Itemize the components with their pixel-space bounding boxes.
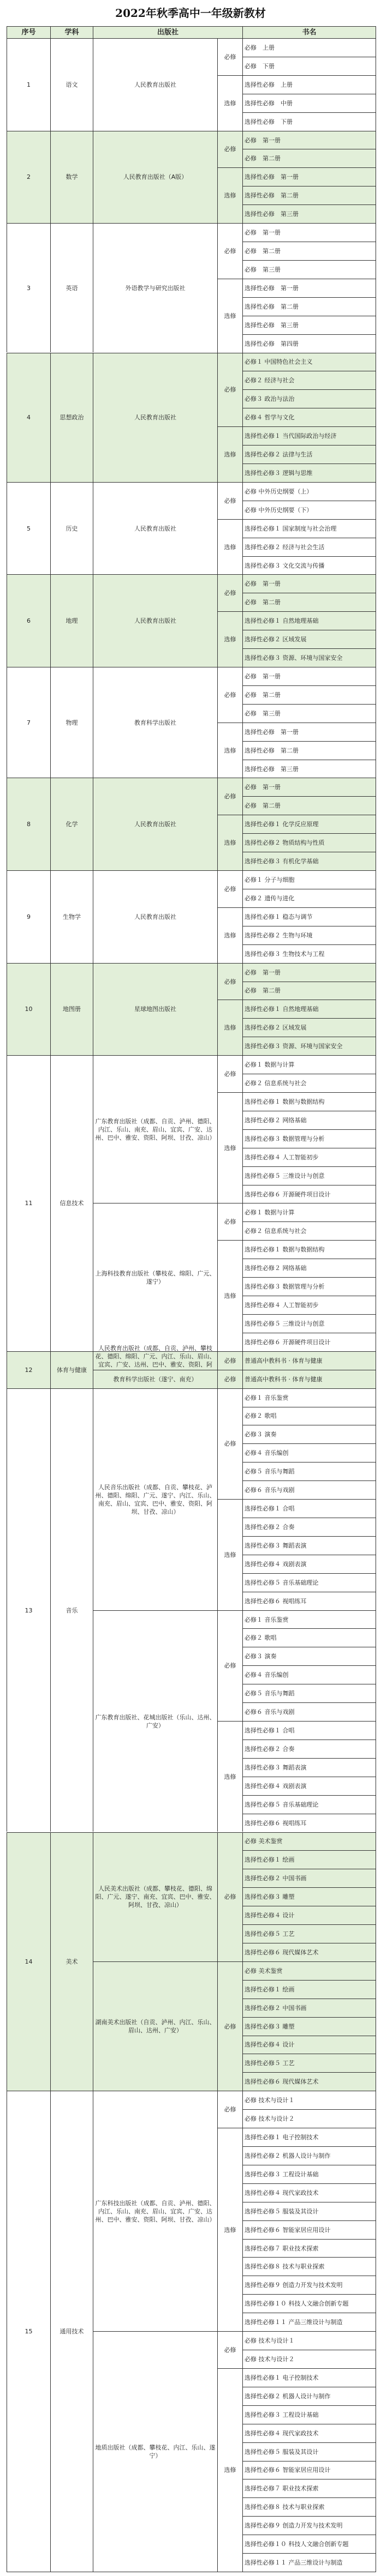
book-title: 选择性必修３ 文化交流与传播 xyxy=(242,556,376,575)
book-title: 选择性必修３ 舞蹈表演 xyxy=(242,1536,376,1555)
publisher: 人民教育出版社 xyxy=(93,353,217,482)
book-title: 选择性必修６ 视唱练耳 xyxy=(242,1592,376,1610)
subject-number: 3 xyxy=(7,223,50,352)
book-title: 选择性必修１ 电子控制技术 xyxy=(242,2128,376,2146)
course-type: 必修 xyxy=(217,223,242,279)
subject-name: 地理 xyxy=(50,574,93,667)
book-title: 选择性必修２ 网络基础 xyxy=(242,1111,376,1129)
book-title: 必修２ 信息系统与社会 xyxy=(242,1221,376,1240)
book-title: 必修 第二册 xyxy=(242,593,376,611)
book-title: 选择性必修１０ 科技人文融合创新专题 xyxy=(242,2535,376,2553)
course-type: 选修 xyxy=(217,426,242,482)
course-type: 必修 xyxy=(217,667,242,723)
course-type: 必修 xyxy=(217,38,242,75)
book-title: 选择性必修２ 机器人设计与制作 xyxy=(242,2146,376,2165)
book-title: 选择性必修５ 三维设计与创意 xyxy=(242,1166,376,1185)
book-title: 选择性必修３ 逻辑与思维 xyxy=(242,464,376,482)
subject-name: 信息技术 xyxy=(50,1055,93,1351)
book-title: 选择性必修１ 化学反应原理 xyxy=(242,815,376,833)
page-title: 2022年秋季高中一年级新教材 xyxy=(115,7,266,20)
course-type: 必修 xyxy=(217,1961,242,2091)
subject-number: 13 xyxy=(7,1388,50,1832)
subject-number: 6 xyxy=(7,574,50,667)
book-title: 选择性必修 第一册 xyxy=(242,279,376,297)
book-title: 必修 第一册 xyxy=(242,131,376,149)
course-type: 必修 xyxy=(217,353,242,427)
book-title: 必修 第一册 xyxy=(242,963,376,982)
course-type: 必修 xyxy=(217,1055,242,1092)
course-type: 必修 xyxy=(217,1370,242,1388)
subject-name: 思想政治 xyxy=(50,353,93,482)
book-title: 选择性必修 上册 xyxy=(242,75,376,94)
book-title: 选择性必修２ 中国书画 xyxy=(242,1999,376,2017)
book-title: 必修 中外历史纲要（上） xyxy=(242,482,376,501)
book-title: 选择性必修６ 智能家居应用设计 xyxy=(242,2461,376,2479)
book-title: 选择性必修１１ 产品三维设计与制造 xyxy=(242,2313,376,2331)
book-title: 选择性必修２ 中国书画 xyxy=(242,1869,376,1887)
publisher: 人民教育出版社（A版） xyxy=(93,131,217,224)
course-type: 必修 xyxy=(217,1832,242,1961)
book-title: 选择性必修３ 生物技术与工程 xyxy=(242,944,376,963)
course-type: 选修 xyxy=(217,1721,242,1832)
publisher: 广东科技出版社（成都、自贡、泸州、德阳、内江、乐山、南充、眉山、宜宾、广安、达州、巴中、雅安、资阳、阿坝、甘孜、凉山） xyxy=(93,2091,217,2331)
book-title: 选择性必修１ 合唱 xyxy=(242,1721,376,1740)
book-title: 选择性必修３ 工程设计基础 xyxy=(242,2405,376,2424)
book-title: 选择性必修５ 工艺 xyxy=(242,2054,376,2072)
book-title: 必修 第一册 xyxy=(242,778,376,796)
publisher: 教育科学出版社 xyxy=(93,667,217,778)
book-title: 选择性必修３ 工程设计基础 xyxy=(242,2165,376,2183)
subject-name: 音乐 xyxy=(50,1388,93,1832)
book-title: 选择性必修５ 工艺 xyxy=(242,1924,376,1943)
book-title: 必修 第二册 xyxy=(242,982,376,1000)
subject-name: 地图册 xyxy=(50,963,93,1056)
book-title: 选择性必修５ 服装及其设计 xyxy=(242,2442,376,2461)
book-title: 必修 美术鉴赏 xyxy=(242,1832,376,1851)
book-title: 选择性必修６ 视唱练耳 xyxy=(242,1814,376,1832)
book-title: 选择性必修１ 国家制度与社会治理 xyxy=(242,519,376,538)
book-title: 必修５ 音乐与舞蹈 xyxy=(242,1462,376,1480)
book-title: 选择性必修２ 合奏 xyxy=(242,1740,376,1758)
book-title: 选择性必修３ 资源、环境与国家安全 xyxy=(242,648,376,667)
book-title: 普通高中教科书 · 体育与健康 xyxy=(242,1370,376,1388)
book-title: 选择性必修２ 法律与生活 xyxy=(242,445,376,464)
subject-number: 10 xyxy=(7,963,50,1056)
subject-number: 9 xyxy=(7,870,50,963)
book-title: 选择性必修 第三册 xyxy=(242,316,376,334)
book-title: 必修２ 歌唱 xyxy=(242,1407,376,1425)
subject-number: 12 xyxy=(7,1351,50,1388)
course-type: 必修 xyxy=(217,1351,242,1370)
subject-name: 语文 xyxy=(50,38,93,131)
publisher: 人民教育出版社 xyxy=(93,574,217,667)
book-title: 选择性必修 第二册 xyxy=(242,741,376,760)
book-title: 选择性必修２ 机器人设计与制作 xyxy=(242,2387,376,2405)
subject-name: 物理 xyxy=(50,667,93,778)
course-type: 选修 xyxy=(217,1240,242,1351)
publisher: 人民教育出版社 xyxy=(93,482,217,575)
book-title: 选择性必修３ 有机化学基础 xyxy=(242,852,376,870)
book-title: 选择性必修 第四册 xyxy=(242,334,376,353)
publisher: 人民教育出版社 xyxy=(93,870,217,963)
publisher: 广东教育出版社（成都、自贡、泸州、德阳、内江、乐山、南充、眉山、宜宾、广安、达州、巴中、雅安、资阳、阿坝、甘孜、凉山） xyxy=(93,1055,217,1203)
course-type: 选修 xyxy=(217,75,242,131)
course-type: 必修 xyxy=(217,574,242,611)
subject-number: 14 xyxy=(7,1832,50,2091)
book-title: 选择性必修５ 服装及其设计 xyxy=(242,2202,376,2220)
book-title: 选择性必修９ 创造力开发与技术发明 xyxy=(242,2516,376,2535)
subject-number: 5 xyxy=(7,482,50,575)
book-title: 必修 第三册 xyxy=(242,260,376,279)
book-title: 必修５ 音乐与舞蹈 xyxy=(242,1684,376,1702)
book-title: 选择性必修７ 职业技术探索 xyxy=(242,2479,376,2497)
book-title: 必修１ 数据与计算 xyxy=(242,1055,376,1074)
course-type: 选修 xyxy=(217,2368,242,2572)
book-title: 选择性必修８ 技术与职业探索 xyxy=(242,2497,376,2516)
book-title: 选择性必修６ 智能家居应用设计 xyxy=(242,2220,376,2239)
course-type: 选修 xyxy=(217,815,242,870)
course-type: 选修 xyxy=(217,1092,242,1203)
publisher: 湖南美术出版社（自贡、泸州、内江、乐山、眉山、达州、广安） xyxy=(93,1961,217,2091)
book-title: 选择性必修５ 三维设计与创意 xyxy=(242,1314,376,1333)
book-title: 必修 技术与设计１ xyxy=(242,2091,376,2109)
book-title: 选择性必修１１ 产品三维设计与制造 xyxy=(242,2553,376,2572)
publisher: 广东教育出版社、花城出版社（乐山、达州、广安） xyxy=(93,1610,217,1832)
course-type: 必修 xyxy=(217,2331,242,2368)
course-type: 选修 xyxy=(217,2128,242,2331)
course-type: 选修 xyxy=(217,907,242,963)
course-type: 必修 xyxy=(217,2091,242,2128)
book-title: 必修３ 政治与法治 xyxy=(242,389,376,408)
subject-name: 数学 xyxy=(50,131,93,224)
book-title: 选择性必修 第三册 xyxy=(242,204,376,223)
book-title: 必修 技术与设计２ xyxy=(242,2350,376,2368)
book-title: 选择性必修 中册 xyxy=(242,94,376,112)
book-title: 选择性必修１ 稳态与调节 xyxy=(242,907,376,926)
book-title: 选择性必修２ 网络基础 xyxy=(242,1259,376,1277)
book-title: 选择性必修 第三册 xyxy=(242,760,376,778)
subject-name: 历史 xyxy=(50,482,93,575)
subject-number: 2 xyxy=(7,131,50,224)
header-no: 序号 xyxy=(7,26,50,38)
book-title: 必修 第一册 xyxy=(242,223,376,242)
book-title: 选择性必修２ 区域发展 xyxy=(242,1018,376,1037)
book-title: 选择性必修４ 戏剧表演 xyxy=(242,1555,376,1573)
course-type: 必修 xyxy=(217,1388,242,1499)
subject-number: 11 xyxy=(7,1055,50,1351)
book-title: 选择性必修７ 职业技术探索 xyxy=(242,2239,376,2258)
course-type: 选修 xyxy=(217,1499,242,1610)
publisher: 人民美术出版社（成都、攀枝花、德阳、绵阳、广元、遂宁、南充、宜宾、巴中、雅安、阿坝、甘孜、凉山） xyxy=(93,1832,217,1961)
book-title: 选择性必修 第一册 xyxy=(242,723,376,741)
book-title: 必修 技术与设计２ xyxy=(242,2109,376,2128)
book-title: 必修２ 遗传与进化 xyxy=(242,889,376,907)
book-title: 必修２ 歌唱 xyxy=(242,1628,376,1647)
subject-number: 8 xyxy=(7,778,50,870)
subject-name: 英语 xyxy=(50,223,93,352)
book-title: 选择性必修１ 绘画 xyxy=(242,1850,376,1869)
course-type: 必修 xyxy=(217,1610,242,1721)
publisher: 花、德阳、绵阳、广元、内江、乐山、眉山、宜宾、广安、达州、巴中、雅安、资阳、阿 xyxy=(93,1351,217,1370)
book-title: 必修１ 中国特色社会主义 xyxy=(242,353,376,371)
book-title: 必修１ 音乐鉴赏 xyxy=(242,1388,376,1407)
course-type: 选修 xyxy=(217,611,242,667)
book-title: 选择性必修６ 现代媒体艺术 xyxy=(242,1943,376,1961)
subject-name: 体育与健康 xyxy=(50,1351,93,1388)
subject-number: 4 xyxy=(7,353,50,482)
book-title: 选择性必修１ 数据与数据结构 xyxy=(242,1240,376,1259)
book-title: 必修 第二册 xyxy=(242,796,376,815)
book-title: 选择性必修４ 人工智能初步 xyxy=(242,1148,376,1166)
book-title: 选择性必修９ 创造力开发与技术发明 xyxy=(242,2276,376,2294)
book-title: 选择性必修４ 人工智能初步 xyxy=(242,1296,376,1314)
course-type: 选修 xyxy=(217,167,242,223)
book-title: 选择性必修４ 现代家政技术 xyxy=(242,2424,376,2442)
subject-name: 通用技术 xyxy=(50,2091,93,2572)
course-type: 选修 xyxy=(217,279,242,353)
course-type: 必修 xyxy=(217,870,242,907)
publisher: 地质出版社（成都、攀枝花、内江、乐山、遂宁） xyxy=(93,2331,217,2572)
book-title: 必修１ 音乐鉴赏 xyxy=(242,1610,376,1629)
subject-name: 美术 xyxy=(50,1832,93,2091)
book-title: 选择性必修３ 雕塑 xyxy=(242,2017,376,2036)
book-title: 必修３ 演奏 xyxy=(242,1425,376,1443)
subject-name: 化学 xyxy=(50,778,93,870)
book-title: 选择性必修４ 设计 xyxy=(242,1906,376,1924)
book-title: 选择性必修 第一册 xyxy=(242,167,376,186)
book-title: 必修４ 音乐编创 xyxy=(242,1665,376,1684)
book-title: 选择性必修１ 自然地理基础 xyxy=(242,1000,376,1018)
book-title: 选择性必修４ 现代家政技术 xyxy=(242,2183,376,2202)
book-title: 选择性必修６ 开源硬件项目设计 xyxy=(242,1185,376,1203)
book-title: 选择性必修３ 资源、环境与国家安全 xyxy=(242,1037,376,1055)
book-title: 选择性必修２ 合奏 xyxy=(242,1518,376,1536)
book-title: 必修 技术与设计１ xyxy=(242,2331,376,2350)
header-book: 书名 xyxy=(242,26,376,38)
book-title: 选择性必修２ 物质结构与性质 xyxy=(242,833,376,852)
book-title: 选择性必修１ 绘画 xyxy=(242,1980,376,1999)
book-title: 必修２ 信息系统与社会 xyxy=(242,1074,376,1092)
book-title: 必修４ 音乐编创 xyxy=(242,1443,376,1462)
header-subject: 学科 xyxy=(50,26,93,38)
book-title: 选择性必修３ 雕塑 xyxy=(242,1887,376,1906)
book-title: 必修６ 音乐与戏剧 xyxy=(242,1702,376,1721)
book-title: 必修 第二册 xyxy=(242,685,376,704)
book-title: 必修３ 演奏 xyxy=(242,1647,376,1665)
book-title: 选择性必修１ 当代国际政治与经济 xyxy=(242,426,376,445)
book-title: 必修１ 分子与细胞 xyxy=(242,870,376,889)
book-title: 选择性必修８ 技术与职业探索 xyxy=(242,2257,376,2276)
publisher: 外语教学与研究出版社 xyxy=(93,223,217,352)
subject-name: 生物学 xyxy=(50,870,93,963)
book-title: 选择性必修３ 舞蹈表演 xyxy=(242,1758,376,1777)
course-type: 选修 xyxy=(217,519,242,575)
book-title: 必修 第三册 xyxy=(242,704,376,723)
subject-number: 7 xyxy=(7,667,50,778)
book-title: 必修 下册 xyxy=(242,57,376,75)
publisher: 上海科技教育出版社（攀枝花、绵阳、广元、遂宁） xyxy=(93,1203,217,1351)
publisher: 人民音乐出版社（成都、自贡、攀枝花、泸州、德阳、绵阳、广元、遂宁、内江、乐山、南充、眉山、宜宾、巴中、雅安、资阳、阿坝、甘孜、凉山） xyxy=(93,1388,217,1610)
book-title: 选择性必修１ 数据与数据结构 xyxy=(242,1092,376,1111)
book-title: 选择性必修４ 戏剧表演 xyxy=(242,1777,376,1795)
book-title: 必修 第一册 xyxy=(242,574,376,593)
book-title: 必修２ 经济与社会 xyxy=(242,371,376,389)
course-type: 必修 xyxy=(217,778,242,815)
book-title: 选择性必修３ 数据管理与分析 xyxy=(242,1129,376,1148)
book-title: 选择性必修２ 区域发展 xyxy=(242,630,376,648)
book-title: 必修 美术鉴赏 xyxy=(242,1961,376,1980)
book-title: 选择性必修６ 开源硬件项目设计 xyxy=(242,1333,376,1351)
subject-number: 15 xyxy=(7,2091,50,2572)
book-title: 选择性必修２ 经济与社会生活 xyxy=(242,538,376,556)
book-title: 必修１ 数据与计算 xyxy=(242,1203,376,1221)
book-title: 选择性必修３ 数据管理与分析 xyxy=(242,1277,376,1296)
course-type: 选修 xyxy=(217,723,242,778)
book-title: 选择性必修５ 音乐基础理论 xyxy=(242,1573,376,1592)
book-title: 选择性必修 第二册 xyxy=(242,297,376,316)
book-title: 选择性必修 第二册 xyxy=(242,186,376,204)
book-title: 选择性必修１ 合唱 xyxy=(242,1499,376,1518)
subject-number: 1 xyxy=(7,38,50,131)
book-title: 选择性必修４ 设计 xyxy=(242,2036,376,2054)
book-title: 选择性必修６ 现代媒体艺术 xyxy=(242,2072,376,2091)
book-title: 必修 上册 xyxy=(242,38,376,57)
publisher: 人民教育出版社 xyxy=(93,38,217,131)
book-title: 必修 第二册 xyxy=(242,242,376,260)
book-title: 普通高中教科书 · 体育与健康 xyxy=(242,1351,376,1370)
book-title: 选择性必修２ 生物与环境 xyxy=(242,926,376,944)
book-title: 选择性必修 下册 xyxy=(242,112,376,131)
book-title: 必修 第二册 xyxy=(242,149,376,167)
header-publisher: 出版社 xyxy=(93,26,242,38)
publisher: 人民教育出版社 xyxy=(93,778,217,870)
course-type: 必修 xyxy=(217,1203,242,1240)
book-title: 选择性必修１ 自然地理基础 xyxy=(242,611,376,630)
course-type: 选修 xyxy=(217,1000,242,1055)
publisher: 教育科学出版社（遂宁、南充） xyxy=(93,1370,217,1388)
book-title: 必修 第一册 xyxy=(242,667,376,685)
course-type: 必修 xyxy=(217,131,242,168)
book-title: 必修６ 音乐与戏剧 xyxy=(242,1480,376,1499)
book-title: 选择性必修５ 音乐基础理论 xyxy=(242,1795,376,1814)
course-type: 必修 xyxy=(217,963,242,1000)
book-title: 必修 中外历史纲要（下） xyxy=(242,501,376,519)
book-title: 选择性必修１０ 科技人文融合创新专题 xyxy=(242,2294,376,2313)
book-title: 选择性必修１ 电子控制技术 xyxy=(242,2368,376,2387)
publisher: 星球地图出版社 xyxy=(93,963,217,1056)
course-type: 必修 xyxy=(217,482,242,519)
book-title: 必修４ 哲学与文化 xyxy=(242,408,376,426)
